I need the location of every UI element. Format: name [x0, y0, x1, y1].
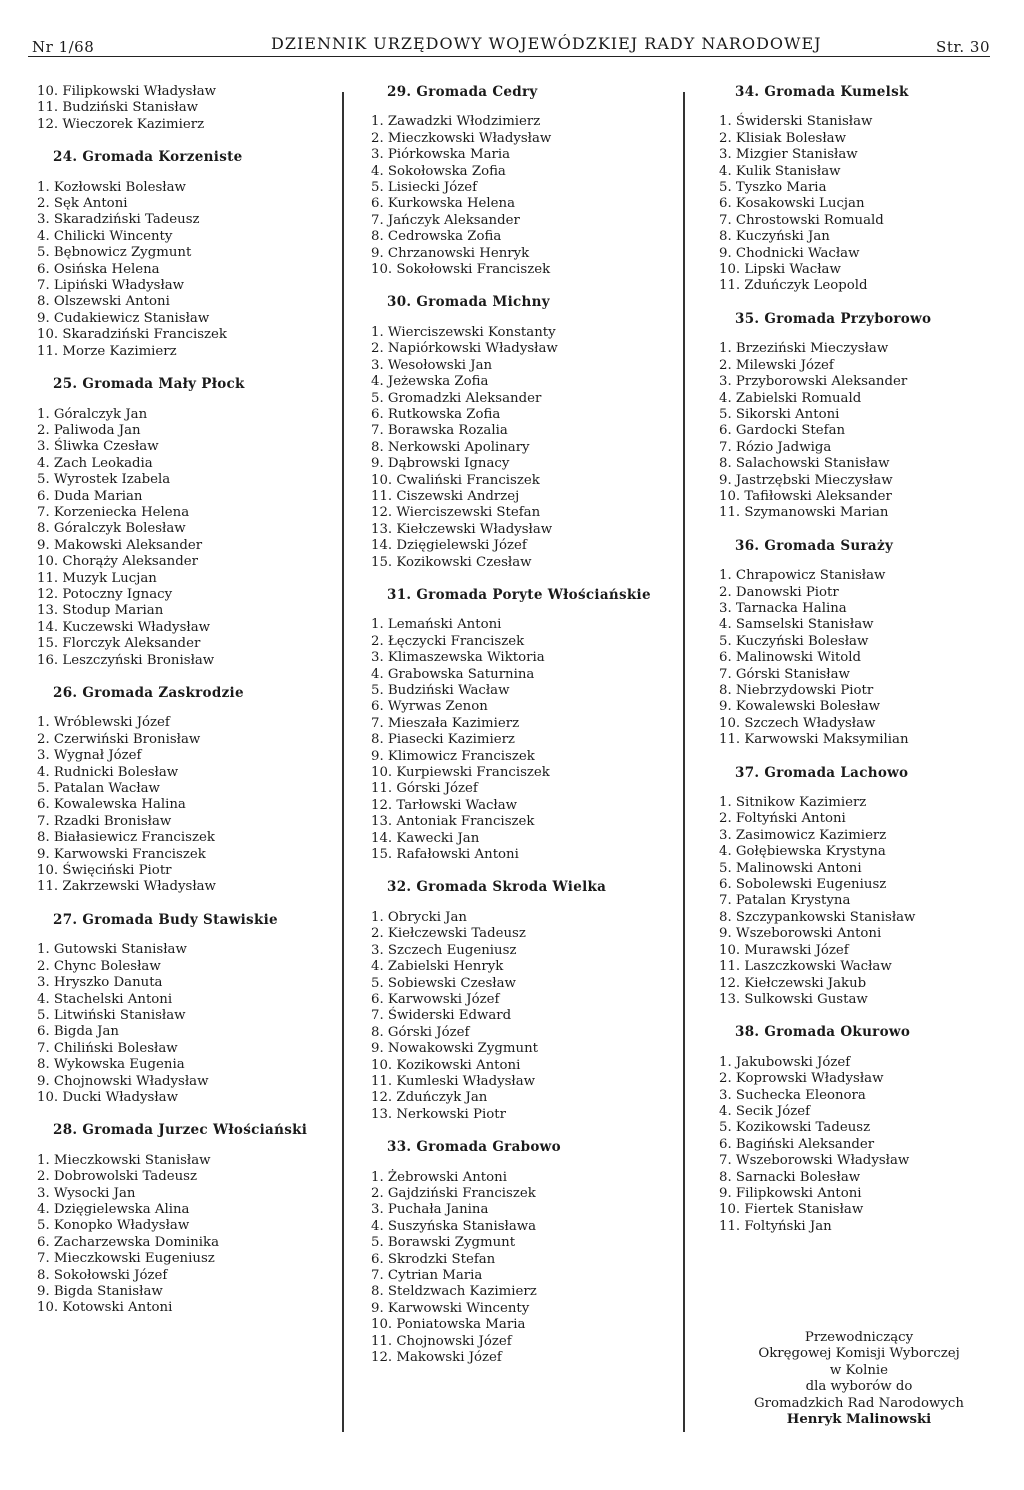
- section-title: 31. Gromada Poryte Włościańskie: [387, 586, 651, 603]
- candidate-entry: 11. Górski Józef: [371, 781, 478, 797]
- candidate-entry: 3. Śliwka Czesław: [37, 439, 159, 455]
- signatory-purpose: dla wyborów do: [805, 1379, 913, 1395]
- candidate-entry: 10. Chorąży Aleksander: [37, 554, 198, 570]
- candidate-entry: 9. Chojnowski Władysław: [37, 1073, 209, 1089]
- candidate-entry: 10. Poniatowska Maria: [371, 1317, 526, 1333]
- column-divider: [683, 92, 685, 1432]
- candidate-entry: 1. Chrapowicz Stanisław: [719, 568, 886, 584]
- gromada-section: [371, 84, 667, 278]
- candidate-entry: 7. Chrostowski Romuald: [719, 212, 884, 228]
- candidate-entry: 9. Chrzanowski Henryk: [371, 245, 530, 261]
- gromada-section: [37, 84, 333, 133]
- section-title: 38. Gromada Okurowo: [735, 1024, 911, 1041]
- candidate-entry: 14. Kawecki Jan: [371, 830, 480, 846]
- section-title: 24. Gromada Korzeniste: [53, 149, 243, 166]
- candidate-entry: 7. Lipiński Władysław: [37, 278, 185, 294]
- section-title: 29. Gromada Cedry: [387, 84, 538, 100]
- candidate-entry: 10. Kotowski Antoni: [37, 1300, 173, 1316]
- candidate-entry: 11. Kumleski Władysław: [371, 1073, 536, 1089]
- candidate-entry: 7. Rózio Jadwiga: [719, 439, 832, 455]
- signature-block: [718, 1330, 1000, 1428]
- candidate-entry: 1. Góralczyk Jan: [37, 406, 148, 422]
- candidate-entry: 2. Gajdziński Franciszek: [371, 1185, 536, 1201]
- candidate-entry: 1. Wróblewski Józef: [37, 715, 170, 731]
- candidate-entry: 6. Zacharzewska Dominika: [37, 1234, 219, 1250]
- candidate-entry: 8. Salachowski Stanisław: [719, 456, 890, 472]
- candidate-entry: 10. Filipkowski Władysław: [37, 84, 217, 99]
- candidate-entry: 10. Fiertek Stanisław: [719, 1202, 864, 1218]
- candidate-entry: 6. Karwowski Józef: [371, 991, 500, 1007]
- candidate-entry: 8. Górski Józef: [371, 1024, 470, 1040]
- column-1: [37, 84, 333, 1317]
- candidate-entry: 7. Jańczyk Aleksander: [371, 212, 520, 228]
- candidate-entry: 12. Makowski Józef: [371, 1350, 502, 1366]
- signatory-council: Gromadzkich Rad Narodowych: [754, 1395, 964, 1411]
- candidate-entry: 8. Sokołowski Józef: [37, 1267, 168, 1283]
- candidate-entry: 2. Foltyński Antoni: [719, 811, 846, 827]
- candidate-entry: 5. Sikorski Antoni: [719, 406, 840, 422]
- candidate-entry: 11. Karwowski Maksymilian: [719, 732, 909, 748]
- candidate-entry: 1. Zawadzki Włodzimierz: [371, 114, 541, 130]
- candidate-entry: 6. Rutkowska Zofia: [371, 406, 501, 422]
- candidate-entry: 13. Stodup Marian: [37, 603, 164, 619]
- candidate-entry: 4. Rudnicki Bolesław: [37, 764, 179, 780]
- candidate-entry: 4. Zach Leokadia: [37, 455, 153, 471]
- candidate-entry: 11. Ciszewski Andrzej: [371, 488, 520, 504]
- candidate-entry: 7. Patalan Krystyna: [719, 893, 851, 909]
- candidate-entry: 10. Tafiłowski Aleksander: [719, 488, 892, 504]
- candidate-entry: 6. Bagiński Aleksander: [719, 1136, 875, 1152]
- candidate-entry: 12. Potoczny Ignacy: [37, 586, 173, 602]
- candidate-entry: 5. Kuczyński Bolesław: [719, 633, 869, 649]
- issue-number: Nr 1/68: [32, 38, 95, 56]
- candidate-entry: 11. Muzyk Lucjan: [37, 570, 157, 586]
- candidate-entry: 14. Kuczewski Władysław: [37, 619, 211, 635]
- candidate-entry: 1. Jakubowski Józef: [719, 1054, 851, 1070]
- candidate-entry: 2. Łęczycki Franciszek: [371, 633, 525, 649]
- candidate-entry: 4. Secik Józef: [719, 1103, 811, 1119]
- candidate-entry: 2. Paliwoda Jan: [37, 422, 141, 438]
- candidate-entry: 8. Wykowska Eugenia: [37, 1057, 185, 1073]
- candidate-entry: 1. Brzeziński Mieczysław: [719, 341, 889, 357]
- candidate-entry: 13. Nerkowski Piotr: [371, 1106, 506, 1122]
- signatory-location: w Kolnie: [829, 1362, 889, 1378]
- candidate-entry: 7. Chiliński Bolesław: [37, 1040, 178, 1056]
- journal-title: DZIENNIK URZĘDOWY WOJEWÓDZKIEJ RADY NARODOWEJ: [271, 34, 822, 53]
- candidate-entry: 3. Piórkowska Maria: [371, 147, 511, 163]
- candidate-entry: 3. Przyborowski Aleksander: [719, 374, 908, 390]
- candidate-entry: 5. Budziński Wacław: [371, 683, 510, 698]
- candidate-entry: 3. Klimaszewska Wiktoria: [371, 650, 545, 666]
- candidate-entry: 4. Gołębiewska Krystyna: [719, 844, 886, 860]
- candidate-entry: 7. Górski Stanisław: [719, 666, 850, 682]
- section-title: 32. Gromada Skroda Wielka: [387, 879, 607, 896]
- candidate-entry: 3. Wesołowski Jan: [371, 357, 493, 373]
- candidate-entry: 1. Lemański Antoni: [371, 617, 502, 633]
- candidate-entry: 1. Żebrowski Antoni: [371, 1169, 507, 1185]
- gromada-section: [37, 1122, 333, 1316]
- candidate-entry: 8. Kuczyński Jan: [719, 229, 830, 245]
- candidate-entry: 4. Stachelski Antoni: [37, 991, 173, 1007]
- candidate-entry: 10. Cwaliński Franciszek: [371, 472, 540, 488]
- section-title: 26. Gromada Zaskrodzie: [53, 685, 244, 701]
- section-title: 33. Gromada Grabowo: [387, 1139, 561, 1156]
- candidate-entry: 4. Chilicki Wincenty: [37, 228, 173, 244]
- signatory-title: Przewodniczący: [804, 1330, 914, 1345]
- gromada-section: [719, 311, 1009, 522]
- candidate-entry: 6. Kowalewska Halina: [37, 797, 186, 813]
- candidate-entry: 8. Cedrowska Zofia: [371, 229, 502, 245]
- candidate-entry: 10. Kozikowski Antoni: [371, 1057, 521, 1073]
- candidate-entry: 11. Laszczkowski Wacław: [719, 959, 892, 975]
- candidate-entry: 10. Ducki Władysław: [37, 1089, 178, 1105]
- candidate-entry: 8. Szczypankowski Stanisław: [719, 909, 916, 925]
- candidate-entry: 9. Chodnicki Wacław: [719, 245, 860, 261]
- candidate-entry: 11. Zakrzewski Władysław: [37, 879, 216, 895]
- candidate-entry: 4. Zabielski Romuald: [719, 390, 862, 406]
- candidate-entry: 6. Sobolewski Eugeniusz: [719, 877, 887, 893]
- candidate-entry: 5. Konopko Władysław: [37, 1218, 190, 1234]
- candidate-entry: 3. Mizgier Stanisław: [719, 147, 858, 163]
- candidate-entry: 8. Piasecki Kazimierz: [371, 732, 515, 748]
- candidate-entry: 4. Jeżewska Zofia: [371, 374, 489, 390]
- candidate-entry: 6. Skrodzki Stefan: [371, 1251, 496, 1267]
- candidate-entry: 3. Wysocki Jan: [37, 1185, 136, 1201]
- candidate-entry: 1. Mieczkowski Stanisław: [37, 1152, 211, 1168]
- page-header: [28, 28, 990, 57]
- candidate-entry: 9. Jastrzębski Mieczysław: [719, 472, 893, 488]
- candidate-entry: 7. Mieszała Kazimierz: [371, 715, 520, 731]
- candidate-entry: 4. Samselski Stanisław: [719, 617, 874, 633]
- gromada-section: [719, 538, 1009, 749]
- candidate-entry: 5. Kozikowski Tadeusz: [719, 1120, 871, 1136]
- candidate-entry: 5. Sobiewski Czesław: [371, 975, 516, 991]
- candidate-entry: 9. Kowalewski Bolesław: [719, 699, 881, 715]
- candidate-entry: 9. Cudakiewicz Stanisław: [37, 310, 210, 326]
- section-title: 28. Gromada Jurzec Włościański: [53, 1122, 308, 1139]
- candidate-entry: 1. Kozłowski Bolesław: [37, 179, 186, 195]
- candidate-entry: 8. Steldzwach Kazimierz: [371, 1284, 537, 1300]
- page-number: Str. 30: [936, 38, 990, 56]
- candidate-entry: 11. Zduńczyk Leopold: [719, 278, 868, 294]
- candidate-entry: 5. Borawski Zygmunt: [371, 1235, 516, 1251]
- section-title: 25. Gromada Mały Płock: [53, 376, 245, 393]
- candidate-entry: 8. Olszewski Antoni: [37, 294, 170, 310]
- candidate-entry: 13. Sulkowski Gustaw: [719, 991, 868, 1007]
- candidate-entry: 2. Danowski Piotr: [719, 584, 839, 600]
- candidate-entry: 11. Budziński Stanisław: [37, 100, 199, 116]
- section-title: 37. Gromada Lachowo: [735, 764, 909, 781]
- candidate-entry: 9. Klimowicz Franciszek: [371, 748, 535, 764]
- candidate-entry: 9. Dąbrowski Ignacy: [371, 456, 510, 472]
- candidate-entry: 7. Wszeborowski Władysław: [719, 1153, 910, 1169]
- candidate-entry: 10. Szczech Władysław: [719, 715, 876, 731]
- candidate-entry: 16. Leszczyński Bronisław: [37, 652, 215, 668]
- candidate-entry: 1. Wierciszewski Konstanty: [371, 324, 556, 340]
- candidate-entry: 5. Tyszko Maria: [719, 180, 827, 196]
- candidate-entry: 3. Szczech Eugeniusz: [371, 942, 517, 958]
- gromada-section: [371, 1139, 667, 1366]
- candidate-entry: 2. Sęk Antoni: [37, 196, 128, 212]
- candidate-entry: 13. Antoniak Franciszek: [371, 814, 535, 830]
- candidate-entry: 2. Kiełczewski Tadeusz: [371, 926, 526, 942]
- candidate-entry: 6. Wyrwas Zenon: [371, 699, 488, 715]
- candidate-entry: 10. Kurpiewski Franciszek: [371, 765, 550, 781]
- candidate-entry: 1. Obrycki Jan: [371, 909, 467, 925]
- candidate-entry: 3. Zasimowicz Kazimierz: [719, 827, 887, 843]
- candidate-entry: 10. Skaradziński Franciszek: [37, 327, 227, 343]
- column-3: [719, 84, 1009, 1235]
- candidate-entry: 3. Skaradziński Tadeusz: [37, 212, 200, 228]
- candidate-entry: 4. Zabielski Henryk: [371, 959, 504, 975]
- candidate-entry: 2. Klisiak Bolesław: [719, 130, 846, 146]
- candidate-entry: 9. Filipkowski Antoni: [719, 1185, 862, 1201]
- candidate-entry: 9. Nowakowski Zygmunt: [371, 1041, 539, 1057]
- candidate-entry: 5. Bębnowicz Zygmunt: [37, 245, 192, 261]
- candidate-entry: 5. Litwiński Stanisław: [37, 1007, 186, 1023]
- candidate-entry: 6. Kosakowski Lucjan: [719, 196, 865, 212]
- candidate-entry: 3. Puchała Janina: [371, 1202, 489, 1218]
- candidate-entry: 9. Wszeborowski Antoni: [719, 926, 882, 942]
- signatory-name: Henryk Malinowski: [786, 1412, 932, 1428]
- candidate-entry: 7. Mieczkowski Eugeniusz: [37, 1251, 215, 1267]
- candidate-entry: 8. Białasiewicz Franciszek: [37, 830, 215, 846]
- candidate-entry: 12. Wieczorek Kazimierz: [37, 116, 205, 132]
- column-divider: [342, 92, 344, 1432]
- section-title: 27. Gromada Budy Stawiskie: [53, 911, 278, 928]
- candidate-entry: 7. Korzeniecka Helena: [37, 504, 190, 520]
- candidate-entry: 1. Gutowski Stanisław: [37, 942, 187, 958]
- candidate-entry: 5. Gromadzki Aleksander: [371, 390, 542, 406]
- candidate-entry: 5. Lisiecki Józef: [371, 180, 478, 196]
- candidate-entry: 7. Cytrian Maria: [371, 1268, 483, 1283]
- candidate-entry: 3. Wygnał Józef: [37, 748, 142, 764]
- candidate-entry: 15. Florczyk Aleksander: [37, 636, 201, 652]
- candidate-entry: 2. Mieczkowski Władysław: [371, 130, 552, 146]
- candidate-entry: 9. Karwowski Franciszek: [37, 846, 206, 862]
- candidate-entry: 3. Tarnacka Halina: [719, 600, 847, 616]
- section-title: 35. Gromada Przyborowo: [735, 310, 932, 327]
- candidate-entry: 6. Malinowski Witold: [719, 650, 862, 666]
- candidate-entry: 1. Świderski Stanisław: [719, 114, 873, 130]
- candidate-entry: 1. Sitnikow Kazimierz: [719, 795, 867, 811]
- candidate-entry: 4. Sokołowska Zofia: [371, 163, 506, 179]
- gromada-section: [37, 685, 333, 896]
- candidate-entry: 12. Kiełczewski Jakub: [719, 975, 867, 991]
- candidate-entry: 8. Niebrzydowski Piotr: [719, 683, 874, 698]
- candidate-entry: 11. Chojnowski Józef: [371, 1333, 512, 1349]
- gromada-section: [371, 294, 667, 571]
- candidate-entry: 10. Murawski Józef: [719, 942, 849, 958]
- candidate-entry: 11. Morze Kazimierz: [37, 343, 177, 359]
- candidate-entry: 8. Góralczyk Bolesław: [37, 521, 186, 537]
- candidate-entry: 2. Milewski Józef: [719, 357, 834, 373]
- candidate-entry: 8. Sarnacki Bolesław: [719, 1169, 861, 1185]
- candidate-entry: 9. Karwowski Wincenty: [371, 1300, 530, 1316]
- gromada-section: [719, 765, 1009, 1009]
- candidate-entry: 5. Malinowski Antoni: [719, 860, 862, 876]
- gromada-section: [37, 912, 333, 1106]
- candidate-entry: 3. Suchecka Eleonora: [719, 1087, 866, 1103]
- candidate-entry: 2. Napiórkowski Władysław: [371, 341, 558, 357]
- candidate-entry: 11. Szymanowski Marian: [719, 505, 889, 521]
- candidate-entry: 12. Zduńczyk Jan: [371, 1090, 488, 1106]
- candidate-entry: 14. Dzięgielewski Józef: [371, 538, 527, 554]
- candidate-entry: 6. Kurkowska Helena: [371, 196, 516, 212]
- candidate-entry: 10. Święciński Piotr: [37, 863, 172, 879]
- signatory-committee: Okręgowej Komisji Wyborczej: [758, 1346, 960, 1362]
- section-title: 36. Gromada Suraży: [735, 537, 894, 554]
- candidate-entry: 4. Grabowska Saturnina: [371, 666, 535, 682]
- candidate-entry: 5. Patalan Wacław: [37, 781, 160, 797]
- candidate-entry: 2. Czerwiński Bronisław: [37, 731, 201, 747]
- gromada-section: [37, 376, 333, 669]
- gromada-section: [719, 84, 1009, 295]
- candidate-entry: 7. Rzadki Bronisław: [37, 813, 172, 829]
- candidate-entry: 2. Chync Bolesław: [37, 958, 161, 974]
- candidate-entry: 4. Kulik Stanisław: [719, 163, 841, 179]
- candidate-entry: 4. Dzięgielewska Alina: [37, 1201, 190, 1217]
- candidate-entry: 6. Duda Marian: [37, 488, 143, 504]
- candidate-entry: 6. Gardocki Stefan: [719, 423, 846, 439]
- candidate-entry: 5. Wyrostek Izabela: [37, 472, 171, 488]
- candidate-entry: 6. Osińska Helena: [37, 261, 160, 277]
- candidate-entry: 8. Nerkowski Apolinary: [371, 439, 530, 455]
- candidate-entry: 10. Lipski Wacław: [719, 262, 841, 278]
- candidate-entry: 11. Foltyński Jan: [719, 1218, 832, 1234]
- column-2: [371, 84, 667, 1366]
- candidate-entry: 7. Borawska Rozalia: [371, 423, 508, 439]
- candidate-entry: 12. Tarłowski Wacław: [371, 797, 518, 813]
- gromada-section: [371, 879, 667, 1123]
- section-title: 30. Gromada Michny: [387, 294, 550, 311]
- candidate-entry: 2. Dobrowolski Tadeusz: [37, 1169, 197, 1185]
- candidate-entry: 9. Makowski Aleksander: [37, 537, 203, 553]
- candidate-entry: 9. Bigda Stanisław: [37, 1284, 163, 1299]
- candidate-entry: 13. Kiełczewski Władysław: [371, 521, 553, 537]
- section-title: 34. Gromada Kumelsk: [735, 84, 909, 100]
- candidate-entry: 4. Suszyńska Stanisława: [371, 1218, 537, 1234]
- gromada-section: [37, 149, 333, 360]
- candidate-entry: 10. Sokołowski Franciszek: [371, 262, 551, 278]
- candidate-entry: 12. Wierciszewski Stefan: [371, 505, 541, 521]
- gromada-section: [371, 587, 667, 864]
- candidate-entry: 15. Kozikowski Czesław: [371, 554, 532, 570]
- candidate-entry: 15. Rafałowski Antoni: [371, 847, 519, 863]
- candidate-entry: 3. Hryszko Danuta: [37, 975, 163, 991]
- candidate-entry: 6. Bigda Jan: [37, 1024, 119, 1040]
- candidate-entry: 2. Koprowski Władysław: [719, 1071, 884, 1087]
- candidate-entry: 7. Świderski Edward: [371, 1008, 512, 1024]
- gromada-section: [719, 1024, 1009, 1235]
